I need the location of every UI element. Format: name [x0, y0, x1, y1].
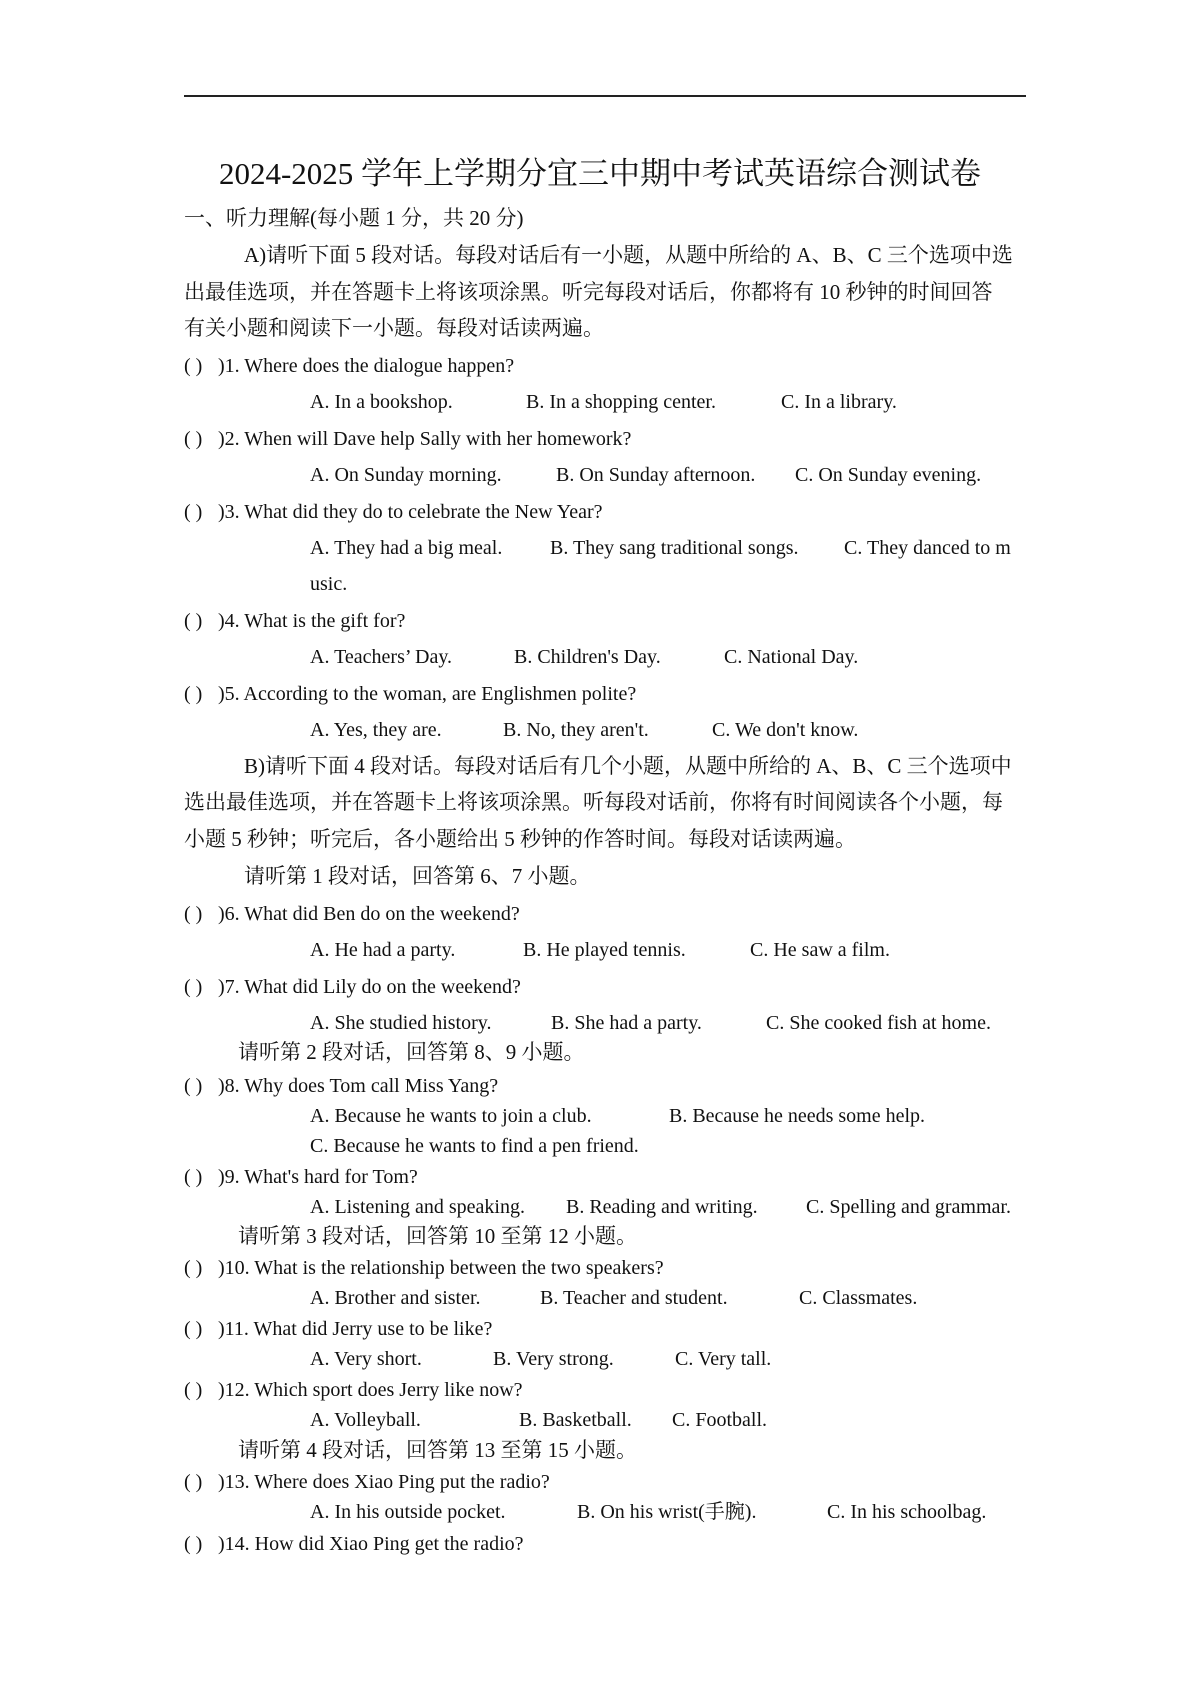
q11-option-c: C. Very tall. — [675, 1348, 772, 1370]
partB-line-3: 小题 5 秒钟；听完后，各小题给出 5 秒钟的作答时间。每段对话读两遍。 — [184, 827, 856, 851]
answer-blank[interactable]: ( ) — [184, 903, 203, 925]
q12-option-a: A. Volleyball. — [310, 1409, 421, 1431]
section-heading: 一、听力理解(每小题 1 分，共 20 分) — [184, 206, 524, 230]
question-9: ( ) )9. What's hard for Tom? — [184, 1163, 418, 1191]
q13-option-b: B. On his wrist(手腕). — [577, 1501, 757, 1523]
partA-line-2: 出最佳选项，并在答题卡上将该项涂黑。听完每段对话后，你都将有 10 秒钟的时间回答 — [184, 280, 993, 304]
question-7: ( ) )7. What did Lily do on the weekend? — [184, 973, 521, 1001]
q10-option-b: B. Teacher and student. — [540, 1287, 728, 1309]
q5-option-c: C. We don't know. — [712, 719, 859, 741]
question-14: ( ) )14. How did Xiao Ping get the radio? — [184, 1530, 524, 1558]
question-1: ( ) )1. Where does the dialogue happen? — [184, 352, 514, 380]
q9-option-b: B. Reading and writing. — [566, 1196, 758, 1218]
question-11: ( ) )11. What did Jerry use to be like? — [184, 1315, 492, 1343]
q3-option-c-continued: usic. — [310, 573, 348, 595]
partA-line-3: 有关小题和阅读下一小题。每段对话读两遍。 — [184, 316, 604, 340]
q7-option-b: B. She had a party. — [551, 1012, 702, 1034]
answer-blank[interactable]: ( ) — [184, 1379, 203, 1401]
q11-option-b: B. Very strong. — [493, 1348, 614, 1370]
exam-title: 2024-2025 学年上学期分宜三中期中考试英语综合测试卷 — [218, 156, 982, 191]
q2-option-c: C. On Sunday evening. — [795, 464, 982, 486]
q8-option-b: B. Because he needs some help. — [669, 1105, 926, 1127]
question-2: ( ) )2. When will Dave help Sally with her homework? — [184, 425, 631, 453]
q5-option-a: A. Yes, they are. — [310, 719, 442, 741]
q12-option-c: C. Football. — [672, 1409, 768, 1431]
q13-option-a: A. In his outside pocket. — [310, 1501, 506, 1523]
q10-option-c: C. Classmates. — [799, 1287, 918, 1309]
answer-blank[interactable]: ( ) — [184, 1318, 203, 1340]
question-13: ( ) )13. Where does Xiao Ping put the radio? — [184, 1468, 550, 1496]
answer-blank[interactable]: ( ) — [184, 428, 203, 450]
dialogue-4-note: 请听第 4 段对话，回答第 13 至第 15 小题。 — [238, 1438, 637, 1462]
partB-line-2: 选出最佳选项，并在答题卡上将该项涂黑。听每段对话前，你将有时间阅读各个小题，每 — [184, 790, 1003, 814]
q9-option-c: C. Spelling and grammar. — [806, 1196, 1011, 1218]
answer-blank[interactable]: ( ) — [184, 1533, 203, 1555]
partA-line-1: A)请听下面 5 段对话。每段对话后有一小题，从题中所给的 A、B、C 三个选项中选 — [244, 243, 1013, 267]
answer-blank[interactable]: ( ) — [184, 1257, 203, 1279]
question-6: ( ) )6. What did Ben do on the weekend? — [184, 900, 520, 928]
question-8: ( ) )8. Why does Tom call Miss Yang? — [184, 1072, 498, 1100]
question-4: ( ) )4. What is the gift for? — [184, 607, 405, 635]
q4-option-a: A. Teachers’ Day. — [310, 646, 453, 668]
answer-blank[interactable]: ( ) — [184, 501, 203, 523]
dialogue-1-note: 请听第 1 段对话，回答第 6、7 小题。 — [244, 864, 591, 888]
question-12: ( ) )12. Which sport does Jerry like now? — [184, 1376, 523, 1404]
q9-option-a: A. Listening and speaking. — [310, 1196, 525, 1218]
answer-blank[interactable]: ( ) — [184, 1075, 203, 1097]
q3-option-a: A. They had a big meal. — [310, 537, 503, 559]
q6-option-a: A. He had a party. — [310, 939, 456, 961]
q4-option-b: B. Children's Day. — [514, 646, 661, 668]
answer-blank[interactable]: ( ) — [184, 683, 203, 705]
q3-option-c: C. They danced to m — [844, 537, 1011, 559]
dialogue-2-note: 请听第 2 段对话，回答第 8、9 小题。 — [238, 1040, 585, 1064]
q7-option-a: A. She studied history. — [310, 1012, 492, 1034]
q2-option-a: A. On Sunday morning. — [310, 464, 502, 486]
q8-option-a: A. Because he wants to join a club. — [310, 1105, 592, 1127]
q7-option-c: C. She cooked fish at home. — [766, 1012, 991, 1034]
q6-option-b: B. He played tennis. — [523, 939, 686, 961]
top-rule — [184, 95, 1026, 97]
q1-option-c: C. In a library. — [781, 391, 897, 413]
q6-option-c: C. He saw a film. — [750, 939, 890, 961]
dialogue-3-note: 请听第 3 段对话，回答第 10 至第 12 小题。 — [238, 1224, 637, 1248]
question-10: ( ) )10. What is the relationship between the two speakers? — [184, 1254, 664, 1282]
q3-option-b: B. They sang traditional songs. — [550, 537, 799, 559]
answer-blank[interactable]: ( ) — [184, 355, 203, 377]
q1-option-a: A. In a bookshop. — [310, 391, 453, 413]
answer-blank[interactable]: ( ) — [184, 1471, 203, 1493]
q10-option-a: A. Brother and sister. — [310, 1287, 481, 1309]
question-5: ( ) )5. According to the woman, are Englishmen polite? — [184, 680, 636, 708]
partB-line-1: B)请听下面 4 段对话。每段对话后有几个小题，从题中所给的 A、B、C 三个选项中 — [244, 754, 1012, 778]
q1-option-b: B. In a shopping center. — [526, 391, 716, 413]
answer-blank[interactable]: ( ) — [184, 1166, 203, 1188]
q2-option-b: B. On Sunday afternoon. — [556, 464, 756, 486]
q8-option-c: C. Because he wants to find a pen friend. — [310, 1135, 639, 1157]
q13-option-c: C. In his schoolbag. — [827, 1501, 987, 1523]
answer-blank[interactable]: ( ) — [184, 610, 203, 632]
q5-option-b: B. No, they aren't. — [503, 719, 649, 741]
question-3: ( ) )3. What did they do to celebrate the New Year? — [184, 498, 603, 526]
q12-option-b: B. Basketball. — [519, 1409, 632, 1431]
q4-option-c: C. National Day. — [724, 646, 859, 668]
answer-blank[interactable]: ( ) — [184, 976, 203, 998]
q11-option-a: A. Very short. — [310, 1348, 422, 1370]
